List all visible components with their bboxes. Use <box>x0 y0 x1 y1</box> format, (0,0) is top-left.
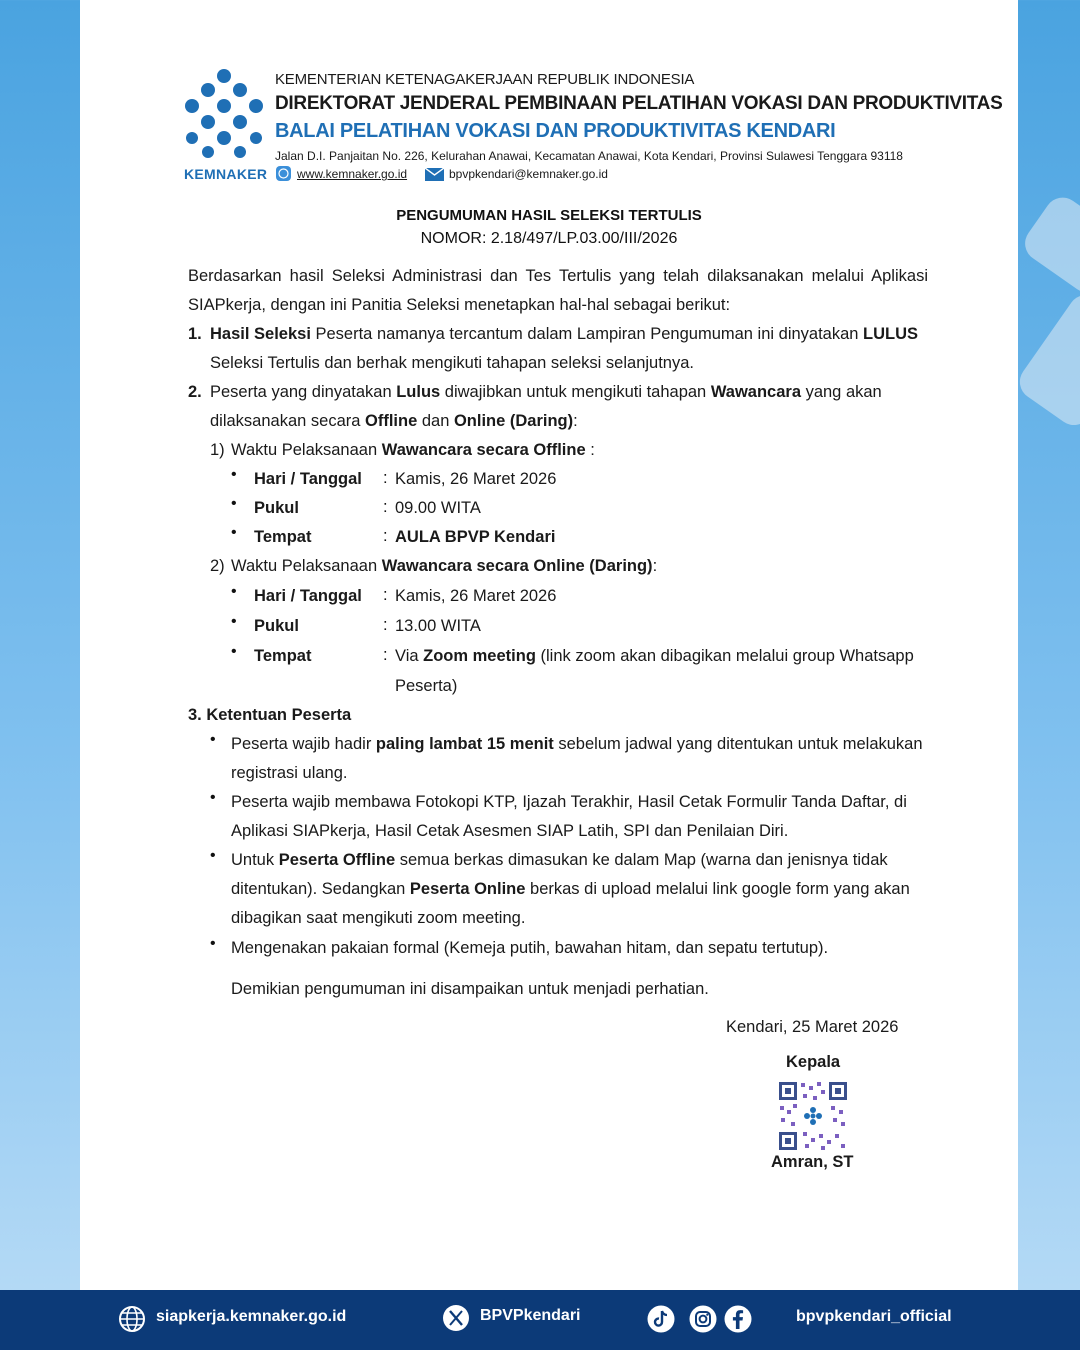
facebook-icon[interactable] <box>723 1304 753 1334</box>
online-lead <box>231 552 657 581</box>
item-2-line-1 <box>210 378 928 407</box>
item-2-line-2 <box>210 407 578 436</box>
online-lead-text: Waktu Pelaksanaan <box>231 557 382 575</box>
email-address: bpvpkendari@kemnaker.go.id <box>449 167 608 181</box>
rule-3-line-1 <box>231 846 928 875</box>
item-3-title: 3. Ketentuan Peserta <box>188 706 352 724</box>
globe-icon <box>117 1304 147 1334</box>
offline-time-value: 09.00 WITA <box>395 499 481 517</box>
offline-lead-bold: Wawancara secara Offline <box>381 441 586 459</box>
place-date: Kendari, 25 Maret 2026 <box>726 1018 899 1036</box>
bullet-icon: • <box>231 466 237 483</box>
signer-title: Kepala <box>786 1053 841 1071</box>
item-1-bold-2: LULUS <box>863 325 919 343</box>
announcement-number: NOMOR: 2.18/497/LP.03.00/III/2026 <box>420 230 678 247</box>
logo-text: KEMNAKER <box>184 166 268 182</box>
online-lead-bold: Wawancara secara Online (Daring) <box>381 557 653 575</box>
item-2-text-3: yang akan <box>801 383 882 401</box>
bullet-icon: • <box>210 731 216 748</box>
background-decoration <box>1018 191 1080 300</box>
rule-1-line-2: registrasi ulang. <box>231 764 348 782</box>
rule-1-line-1 <box>231 730 928 759</box>
rule-3-bold-1: Peserta Offline <box>278 851 396 869</box>
online-place-value <box>395 642 928 671</box>
directorate-name: DIREKTORAT JENDERAL PEMBINAAN PELATIHAN VOKASI DAN PRODUKTIVITAS <box>275 93 1003 114</box>
rule-3-text-4: berkas di upload melalui link google form yang akan <box>525 880 910 898</box>
rule-1-bold: paling lambat 15 menit <box>375 735 554 753</box>
rule-1-text-1: Peserta wajib hadir <box>231 735 376 753</box>
institution-name: BALAI PELATIHAN VOKASI DAN PRODUKTIVITAS KENDARI <box>275 120 836 142</box>
mail-icon <box>425 168 444 181</box>
rule-3-text-3: ditentukan). Sedangkan <box>231 880 410 898</box>
rule-3-text-2: semua berkas dimasukan ke dalam Map (warna dan jenisnya tidak <box>395 851 888 869</box>
item-1-line-1 <box>210 320 928 349</box>
bullet-icon: • <box>231 643 237 660</box>
rule-3-line-2 <box>231 875 928 904</box>
rule-3-bold-2: Peserta Online <box>409 880 526 898</box>
online-place-line-2: Peserta) <box>395 677 458 695</box>
signer-name: Amran, ST <box>771 1153 854 1171</box>
offline-number: 1) <box>210 441 225 459</box>
item-1-text-1: Peserta namanya tercantum dalam Lampiran Pengumuman ini dinyatakan <box>310 325 864 343</box>
globe-icon <box>276 166 291 181</box>
bullet-icon: • <box>231 583 237 600</box>
bullet-icon: • <box>231 495 237 512</box>
bullet-icon: • <box>210 847 216 864</box>
offline-time-label: Pukul <box>254 499 299 517</box>
colon: : <box>383 646 388 664</box>
rule-1-text-2: sebelum jadwal yang ditentukan untuk melakukan <box>553 735 923 753</box>
item-2-bold-2: Wawancara <box>710 383 801 401</box>
colon: : <box>383 616 388 634</box>
colon: : <box>383 586 388 604</box>
offline-date-label: Hari / Tanggal <box>254 470 362 488</box>
offline-place-value: AULA BPVP Kendari <box>395 528 556 546</box>
offline-date-value: Kamis, 26 Maret 2026 <box>395 470 557 488</box>
background-decoration <box>1013 288 1080 432</box>
instagram-icon[interactable] <box>688 1304 718 1334</box>
offline-place-label: Tempat <box>254 528 312 546</box>
footer-x-handle[interactable]: BPVPkendari <box>480 1307 581 1324</box>
document-page <box>80 0 1018 1290</box>
website-link[interactable]: www.kemnaker.go.id <box>297 167 408 181</box>
item-2-text-5: dan <box>417 412 454 430</box>
bullet-icon: • <box>210 789 216 806</box>
address: Jalan D.I. Panjaitan No. 226, Kelurahan Anawai, Kecamatan Anawai, Kota Kendari, Provinsi Sulawesi Tenggara 93118 <box>275 149 903 163</box>
item-2-text-2: diwajibkan untuk mengikuti tahapan <box>440 383 711 401</box>
item-2-bold-4: Online (Daring) <box>453 412 574 430</box>
item-2-number: 2. <box>188 383 202 401</box>
offline-lead-text: Waktu Pelaksanaan <box>231 441 382 459</box>
qr-code-signature <box>777 1080 849 1152</box>
online-time-value: 13.00 WITA <box>395 617 481 635</box>
offline-lead <box>231 436 595 465</box>
rule-2-line-2: Aplikasi SIAPkerja, Hasil Cetak Asesmen SIAP Latih, SPI dan Penilaian Diri. <box>231 822 789 840</box>
item-2-text-4: dilaksanakan secara <box>210 412 366 430</box>
bullet-icon: • <box>231 613 237 630</box>
item-2-bold-1: Lulus <box>396 383 441 401</box>
intro-paragraph: Berdasarkan hasil Seleksi Administrasi dan Tes Tertulis yang telah dilaksanakan melalui Aplikasi SIAPkerja, dengan ini Panitia Seleksi menetapkan hal-hal sebagai berikut: <box>188 267 928 314</box>
footer-social-handle[interactable]: bpvpkendari_official <box>796 1308 952 1325</box>
x-twitter-icon[interactable] <box>441 1303 471 1333</box>
bullet-icon: • <box>210 935 216 952</box>
bullet-icon: • <box>231 524 237 541</box>
item-2-text-6: : <box>573 412 578 430</box>
item-1-line-2: Seleksi Tertulis dan berhak mengikuti tahapan seleksi selanjutnya. <box>210 354 694 372</box>
online-date-label: Hari / Tanggal <box>254 587 362 605</box>
announcement-title: PENGUMUMAN HASIL SELEKSI TERTULIS <box>396 207 702 224</box>
item-2-bold-3: Offline <box>365 412 418 430</box>
closing-text: Demikian pengumuman ini disampaikan untuk menjadi perhatian. <box>231 980 709 998</box>
item-1-bold-1: Hasil Seleksi <box>210 325 311 343</box>
online-place-label: Tempat <box>254 647 312 665</box>
colon: : <box>383 498 388 516</box>
rule-2-line-1: Peserta wajib membawa Fotokopi KTP, Ijazah Terakhir, Hasil Cetak Formulir Tanda Daftar, di <box>231 793 907 811</box>
footer-bar <box>0 1290 1080 1350</box>
rule-4: Mengenakan pakaian formal (Kemeja putih, bawahan hitam, dan sepatu tertutup). <box>231 939 829 957</box>
online-number: 2) <box>210 557 225 575</box>
tiktok-icon[interactable] <box>646 1304 676 1334</box>
offline-lead-end: : <box>585 441 595 459</box>
item-2-text-1: Peserta yang dinyatakan <box>210 383 397 401</box>
rule-3-text-1: Untuk <box>231 851 279 869</box>
online-place-bold: Zoom meeting <box>423 647 536 665</box>
item-1-number: 1. <box>188 325 202 343</box>
online-time-label: Pukul <box>254 617 299 635</box>
ministry-name: KEMENTERIAN KETENAGAKERJAAN REPUBLIK INDONESIA <box>275 71 695 88</box>
online-date-value: Kamis, 26 Maret 2026 <box>395 587 557 605</box>
rule-3-line-3: dibagikan saat mengikuti zoom meeting. <box>231 909 526 927</box>
online-place-text-1: Via <box>395 647 424 665</box>
colon: : <box>383 527 388 545</box>
online-lead-end: : <box>652 557 658 575</box>
online-place-text-2: (link zoom akan dibagikan melalui group Whatsapp <box>535 647 914 665</box>
kemnaker-logo-icon <box>183 68 265 160</box>
footer-website[interactable]: siapkerja.kemnaker.go.id <box>156 1308 347 1325</box>
colon: : <box>383 469 388 487</box>
